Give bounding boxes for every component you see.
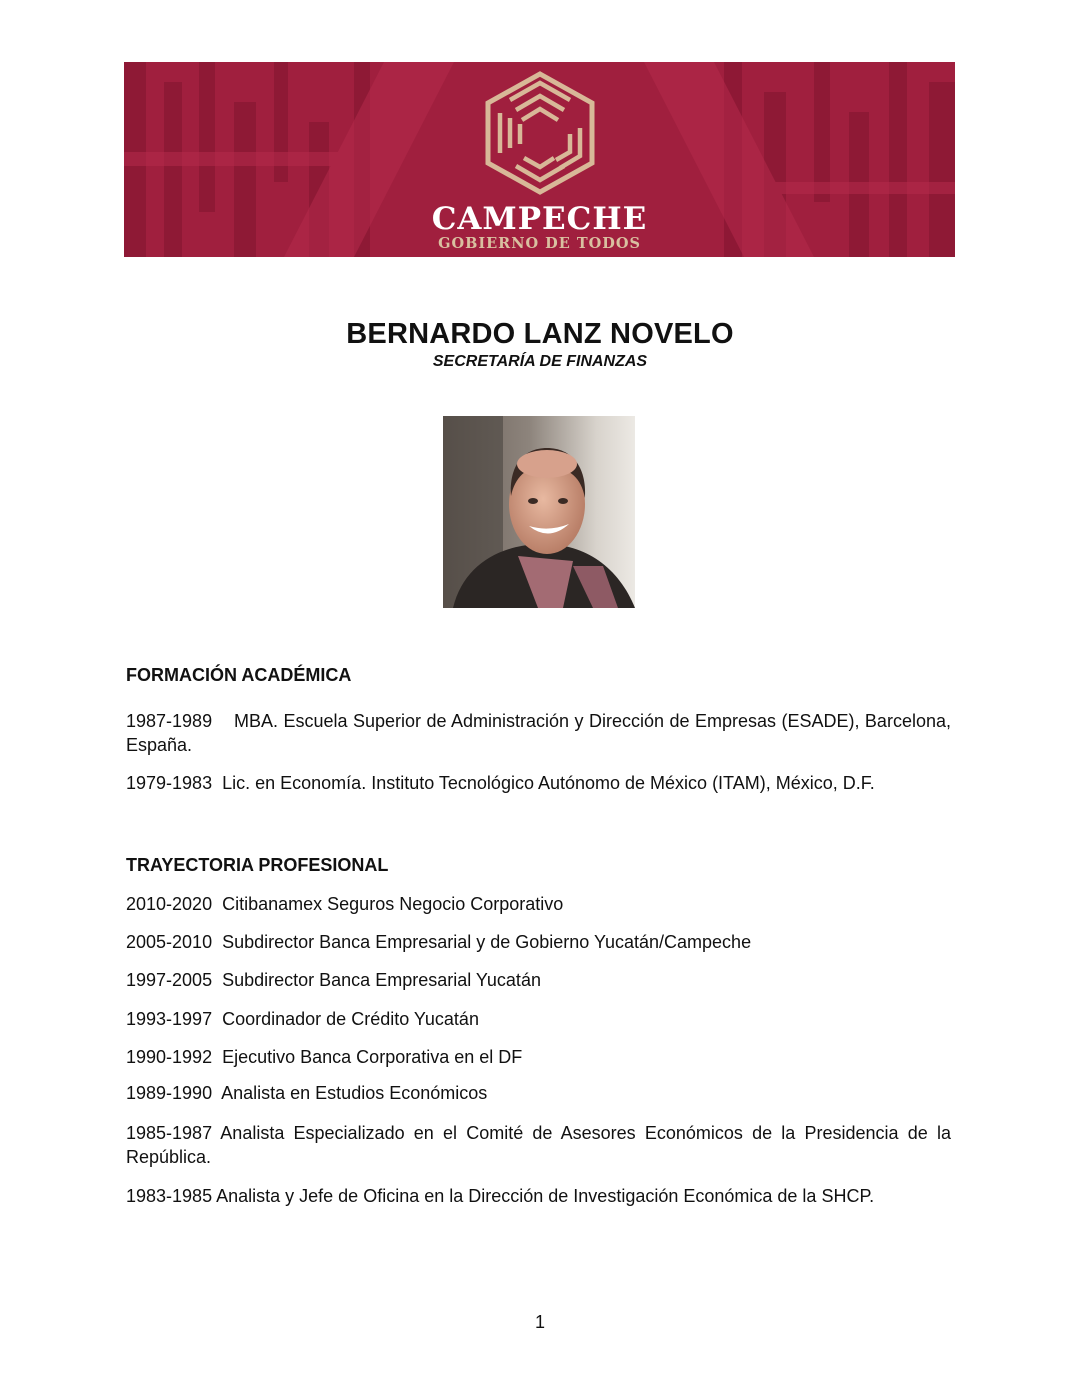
- career-years: 2005-2010: [126, 932, 213, 952]
- career-text: Analista y Jefe de Oficina en la Dirección de Investigación Económica de la SHCP.: [216, 1186, 875, 1206]
- career-item: [126, 1184, 951, 1208]
- campeche-logo-icon: [480, 68, 600, 198]
- career-text: Coordinador de Crédito Yucatán: [222, 1009, 479, 1029]
- career-years: 1997-2005: [126, 970, 213, 990]
- person-role: SECRETARÍA DE FINANZAS: [432, 353, 648, 370]
- brand-block: [124, 62, 955, 257]
- education-item: [126, 709, 951, 757]
- career-item: [126, 1007, 951, 1031]
- brand-title: CAMPECHE: [431, 201, 648, 237]
- career-text: Subdirector Banca Empresarial y de Gobierno Yucatán/Campeche: [222, 932, 752, 952]
- education-years: 1987-1989: [126, 711, 213, 731]
- career-years: 1990-1992: [126, 1047, 213, 1067]
- career-years: 1993-1997: [126, 1009, 213, 1029]
- education-item: [126, 771, 951, 795]
- person-name: BERNARDO LANZ NOVELO: [346, 318, 734, 350]
- career-text: Subdirector Banca Empresarial Yucatán: [222, 970, 541, 990]
- career-years: 1985-1987: [126, 1123, 213, 1143]
- career-text: Citibanamex Seguros Negocio Corporativo: [222, 894, 564, 914]
- career-item: [126, 1045, 951, 1069]
- career-item: [126, 968, 951, 992]
- education-years: 1979-1983: [126, 773, 213, 793]
- career-years: 2010-2020: [126, 894, 213, 914]
- career-item: [126, 1081, 951, 1105]
- header-banner: [124, 62, 955, 257]
- career-heading: TRAYECTORIA PROFESIONAL: [126, 855, 389, 875]
- brand-subtitle: GOBIERNO DE TODOS: [438, 235, 641, 252]
- career-item: [126, 930, 951, 954]
- career-text: Analista Especializado en el Comité de Asesores Económicos de la Presidencia de la República.: [126, 1123, 951, 1167]
- career-item: [126, 892, 951, 916]
- career-years: 1983-1985: [126, 1186, 213, 1206]
- page-number: 1: [534, 1312, 545, 1332]
- career-text: Ejecutivo Banca Corporativa en el DF: [222, 1047, 523, 1067]
- career-text: Analista en Estudios Económicos: [221, 1083, 488, 1103]
- portrait-photo: [443, 416, 635, 608]
- education-heading: FORMACIÓN ACADÉMICA: [126, 665, 352, 685]
- career-years: 1989-1990: [126, 1083, 213, 1103]
- career-item: [126, 1121, 951, 1169]
- education-text: MBA. Escuela Superior de Administración y Dirección de Empresas (ESADE), Barcelona, España.: [126, 711, 951, 755]
- education-text: Lic. en Economía. Instituto Tecnológico Autónomo de México (ITAM), México, D.F.: [222, 773, 875, 793]
